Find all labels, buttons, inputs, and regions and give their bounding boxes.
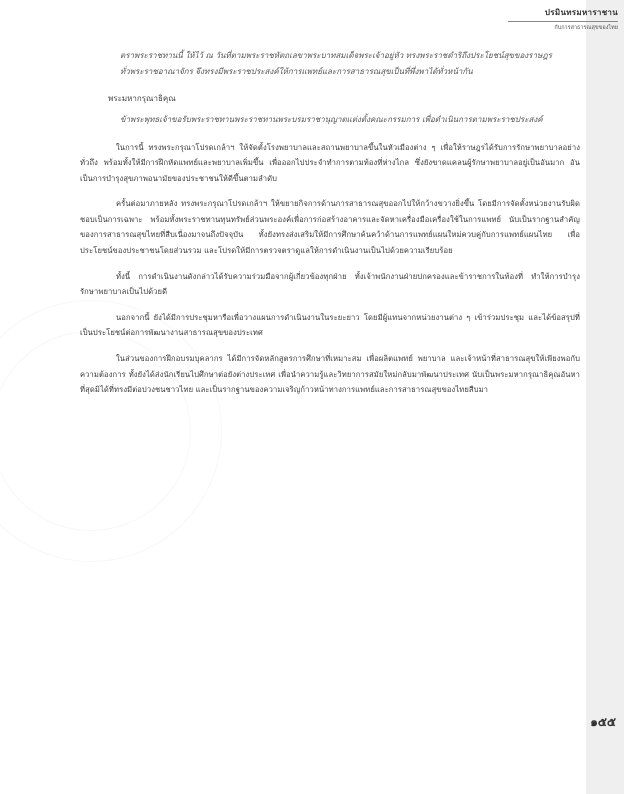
paragraph: ในการนี้ ทรงพระกรุณาโปรดเกล้าฯ ให้จัดตั้งโรงพยาบาลและสถานพยาบาลขึ้นในหัวเมืองต่าง ๆ เพื่อให้ราษฎรได้รับการรักษาพยาบาลอย่างทั่วถึง พร้อมทั้งให้มีการฝึกหัดแพทย์และพยาบาลเพิ่มขึ้น เพื่อออกไปประจำทำการตามท้องที่ห่างไกล ซึ่งยังขาดแคลนผู้รักษาพยาบาลอยู่เป็นอันมาก อันเป็นการบำรุงสุขภาพอนามัยของประชาชนให้ดีขึ้นตามลำดับ bbox=[80, 142, 580, 183]
header-subtitle: กับการสาธารณสุขของไทย bbox=[554, 25, 618, 31]
paragraph: นอกจากนี้ ยังได้มีการประชุมหารือเพื่อวางแผนการดำเนินงานในระยะยาว โดยมีผู้แทนจากหน่วยงานต่าง ๆ เข้าร่วมประชุม และได้ข้อสรุปที่เป็นประโยชน์ต่อการพัฒนางานสาธารณสุขของประเทศ bbox=[80, 312, 580, 338]
running-header bbox=[508, 6, 618, 32]
document-body bbox=[80, 48, 580, 398]
intro-quote: ตราพระราชทานนี้ ให้ไว้ ณ วันที่ตามพระราชหัตถเลขาพระบาทสมเด็จพระเจ้าอยู่หัว ทรงพระราชดำริถึงประโยชน์สุขของราษฎรทั่วพระราชอาณาจักร จึงทรงมีพระราชประสงค์ให้การแพทย์และการสาธารณสุขเป็นที่พึ่งพาได้ทั่วหน้ากัน bbox=[120, 51, 552, 76]
subject-quote: ข้าพระพุทธเจ้าขอรับพระราชทานพระราชทานพระบรมราชานุญาตแต่งตั้งคณะกรรมการ เพื่อดำเนินการตามพระราชประสงค์ bbox=[120, 115, 543, 124]
header-title: ปรมินทรมหาราชาน bbox=[508, 6, 618, 22]
paragraph: ในส่วนของการฝึกอบรมบุคลากร ได้มีการจัดหลักสูตรการศึกษาที่เหมาะสม เพื่อผลิตแพทย์ พยาบาล และเจ้าหน้าที่สาธารณสุขให้เพียงพอกับความต้องการ ทั้งยังได้ส่งนักเรียนไปศึกษาต่อยังต่างประเทศ เพื่อนำความรู้และวิทยาการสมัยใหม่กลับมาพัฒนาประเทศ นับเป็นพระมหากรุณาธิคุณอันหาที่สุดมิได้ที่ทรงมีต่อปวงชนชาวไทย และเป็นรากฐานของความเจริญก้าวหน้าทางการแพทย์และการสาธารณสุขของไทยสืบมา bbox=[80, 354, 580, 395]
salutation: พระมหากรุณาธิคุณ bbox=[108, 94, 176, 103]
paragraph: ทั้งนี้ การดำเนินงานดังกล่าวได้รับความร่วมมือจากผู้เกี่ยวข้องทุกฝ่าย ทั้งเจ้าพนักงานฝ่ายปกครองและข้าราชการในท้องที่ ทำให้การบำรุงรักษาพยาบาลเป็นไปด้วยดี bbox=[80, 271, 580, 297]
side-margin-panel bbox=[586, 0, 624, 794]
page-number: ๑๕๕ bbox=[590, 715, 616, 729]
paragraph: ครั้นต่อมาภายหลัง ทรงพระกรุณาโปรดเกล้าฯ ให้ขยายกิจการด้านการสาธารณสุขออกไปให้กว้างขวางยิ่งขึ้น โดยมีการจัดตั้งหน่วยงานรับผิดชอบเป็นการเฉพาะ พร้อมทั้งพระราชทานทุนทรัพย์ส่วนพระองค์เพื่อการก่อสร้างอาคารและจัดหาเครื่องมือเครื่องใช้ในการแพทย์ นับเป็นรากฐานสำคัญของการสาธารณสุขไทยที่สืบเนื่องมาจนถึงปัจจุบัน ทั้งยังทรงส่งเสริมให้มีการศึกษาค้นคว้าด้านการแพทย์แผนใหม่ควบคู่กับการแพทย์แผนไทย เพื่อประโยชน์ของประชาชนโดยส่วนรวม และโปรดให้มีการตรวจตราดูแลให้การดำเนินงานเป็นไปด้วยความเรียบร้อย bbox=[80, 199, 580, 256]
